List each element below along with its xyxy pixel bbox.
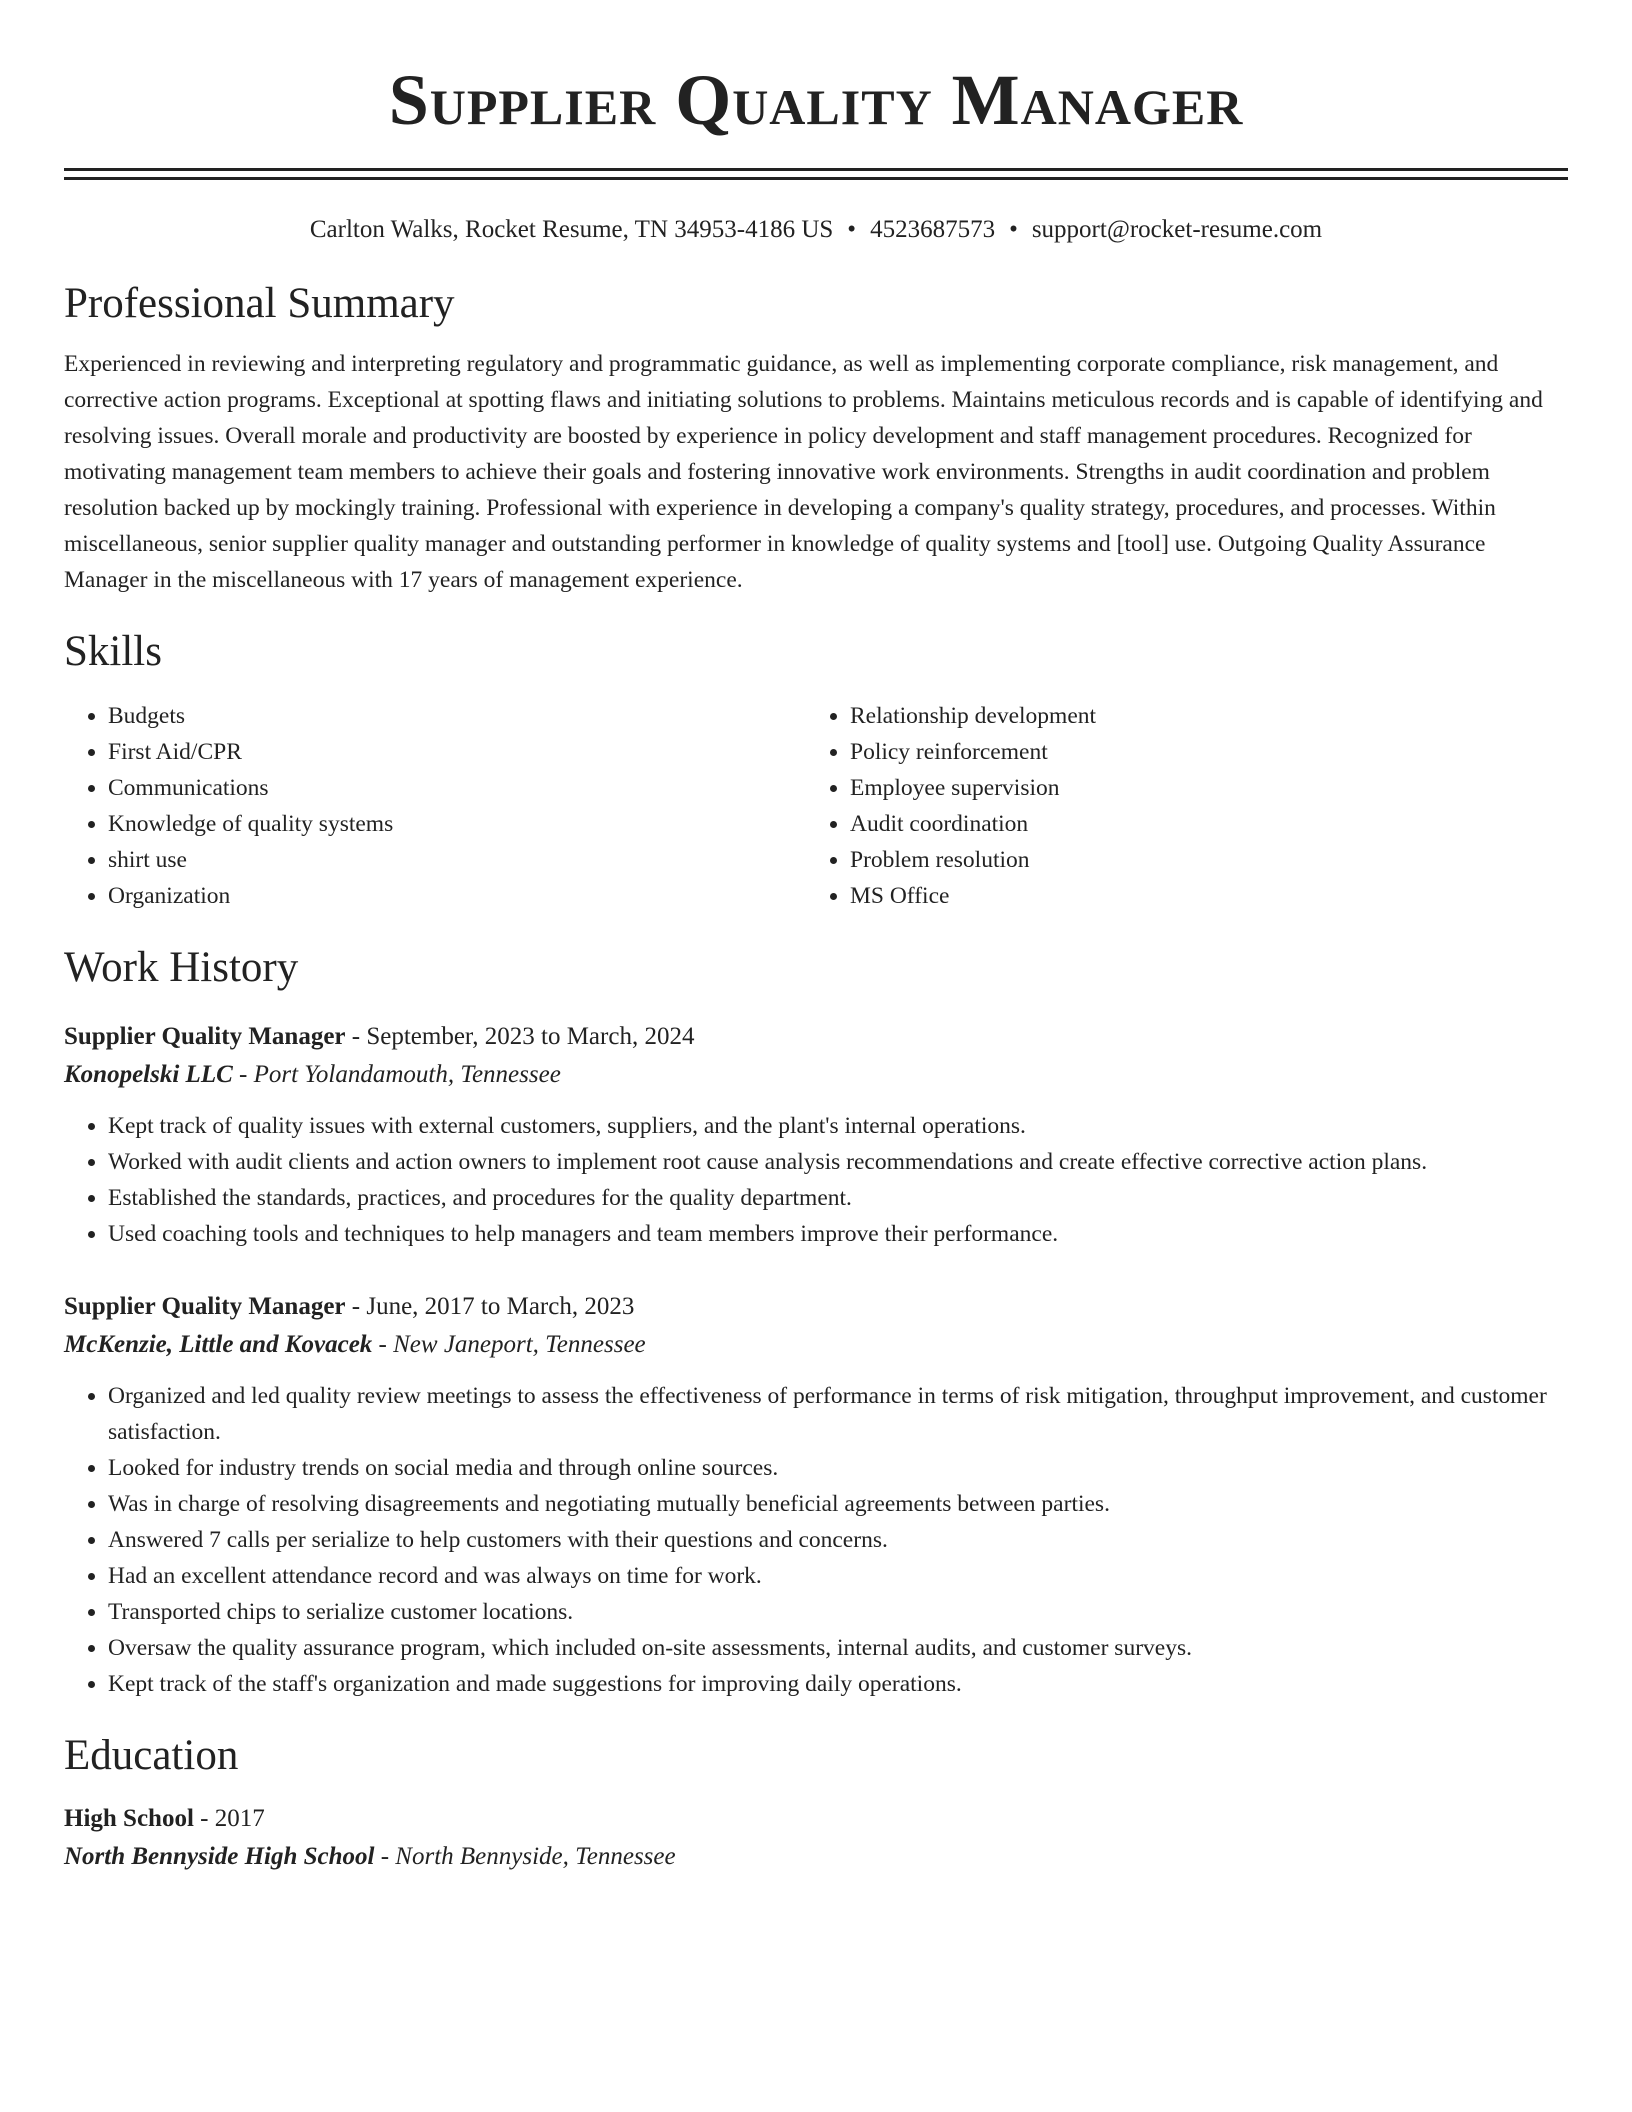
contact-phone: 4523687573 — [870, 216, 996, 243]
contact-address: Carlton Walks, Rocket Resume, TN 34953-4186 US — [309, 216, 834, 243]
contact-line — [64, 214, 1568, 246]
duty-item: • Worked with audit clients and action owners to implement root cause analysis recommendations and create effective corrective action plans. — [108, 1144, 1568, 1180]
skill-item: • MS Office — [850, 878, 1548, 914]
education-heading: Education — [64, 1732, 239, 1779]
skills-column-left — [64, 698, 806, 914]
job-entry — [64, 1018, 1568, 1252]
duty-item: • Used coaching tools and techniques to help managers and team members improve their performance. — [108, 1216, 1568, 1252]
skill-item: • Relationship development — [850, 698, 1548, 734]
skill-item: • Organization — [108, 878, 806, 914]
skill-item: • Budgets — [108, 698, 806, 734]
work-history-section — [64, 942, 1568, 1702]
title-divider-top — [64, 168, 1568, 171]
job-company: McKenzie, Little and Kovacek — [64, 1331, 373, 1358]
job-company-line — [64, 1326, 1568, 1364]
skill-item: • First Aid/CPR — [108, 734, 806, 770]
separator-dot: • — [1009, 216, 1018, 243]
separator-dot: • — [847, 216, 857, 243]
duty-item: • Kept track of quality issues with external customers, suppliers, and the plant's internal operations. — [108, 1108, 1568, 1144]
work-history-heading: Work History — [64, 944, 299, 991]
education-school-line — [64, 1838, 1568, 1876]
education-entry — [64, 1800, 1568, 1876]
duty-item: • Was in charge of resolving disagreements and negotiating mutually beneficial agreements between parties. — [108, 1486, 1568, 1522]
contact-email: support@rocket-resume.com — [1031, 216, 1323, 243]
education-school: North Bennyside High School — [64, 1843, 375, 1870]
summary-text: Experienced in reviewing and interpreting regulatory and programmatic guidance, as well as implementing corporate compliance, risk management, and corrective action programs. Exceptional at spotting flaws and initiating solutions to problems. Maintains meticulous records and is capable of identifying and resolving issues. Overall morale and productivity are boosted by experience in policy development and staff management procedures. Recognized for motivating management team members to achieve their goals and fostering innovative work environments. Strengths in audit coordination and problem resolution backed up by mockingly training. Professional with experience in developing a company's quality strategy, procedures, and processes. Within miscellaneous, senior supplier quality manager and outstanding performer in knowledge of quality systems and [tool] use. Outgoing Quality Assurance Manager in the miscellaneous with 17 years of management experience. — [64, 351, 1543, 593]
skill-item: • shirt use — [108, 842, 806, 878]
summary-heading: Professional Summary — [64, 280, 455, 327]
duty-item: • Kept track of the staff's organization and made suggestions for improving daily operations. — [108, 1666, 1568, 1702]
education-degree: High School — [64, 1805, 194, 1832]
job-title: Supplier Quality Manager — [64, 1293, 346, 1320]
duty-item: • Looked for industry trends on social media and through online sources. — [108, 1450, 1568, 1486]
skill-item: • Employee supervision — [850, 770, 1548, 806]
education-year: - 2017 — [193, 1805, 265, 1832]
education-degree-line — [64, 1800, 1568, 1838]
duty-item: • Answered 7 calls per serialize to help customers with their questions and concerns. — [108, 1522, 1568, 1558]
skills-heading: Skills — [64, 628, 162, 675]
duty-item: • Organized and led quality review meetings to assess the effectiveness of performance in terms of risk mitigation, throughput improvement, and customer satisfaction. — [108, 1378, 1568, 1450]
job-role-line — [64, 1288, 1568, 1326]
job-location: - New Janeport, Tennessee — [372, 1331, 646, 1358]
duty-item: • Established the standards, practices, and procedures for the quality department. — [108, 1180, 1568, 1216]
duty-item: • Had an excellent attendance record and was always on time for work. — [108, 1558, 1568, 1594]
title-divider-bottom — [64, 177, 1568, 180]
resume-title: Supplier Quality Manager — [388, 60, 1244, 140]
job-dates: - September, 2023 to March, 2024 — [345, 1023, 695, 1050]
job-duties — [64, 1108, 1568, 1252]
job-company: Konopelski LLC — [64, 1061, 233, 1088]
skill-item: • Policy reinforcement — [850, 734, 1548, 770]
skills-column-right — [806, 698, 1548, 914]
skill-item: • Problem resolution — [850, 842, 1548, 878]
job-company-line — [64, 1056, 1568, 1094]
job-duties — [64, 1378, 1568, 1702]
education-location: - North Bennyside, Tennessee — [374, 1843, 676, 1870]
skill-item: • Knowledge of quality systems — [108, 806, 806, 842]
job-dates: - June, 2017 to March, 2023 — [345, 1293, 635, 1320]
job-location: - Port Yolandamouth, Tennessee — [232, 1061, 561, 1088]
duty-item: • Oversaw the quality assurance program, which included on-site assessments, internal audits, and customer surveys. — [108, 1630, 1568, 1666]
summary-section — [64, 278, 1568, 598]
skill-item: • Communications — [108, 770, 806, 806]
skill-item: • Audit coordination — [850, 806, 1548, 842]
education-section — [64, 1730, 1568, 1876]
job-entry — [64, 1288, 1568, 1702]
job-title: Supplier Quality Manager — [64, 1023, 346, 1050]
skills-list — [64, 698, 1568, 914]
job-role-line — [64, 1018, 1568, 1056]
skills-section — [64, 626, 1568, 914]
duty-item: • Transported chips to serialize customer locations. — [108, 1594, 1568, 1630]
